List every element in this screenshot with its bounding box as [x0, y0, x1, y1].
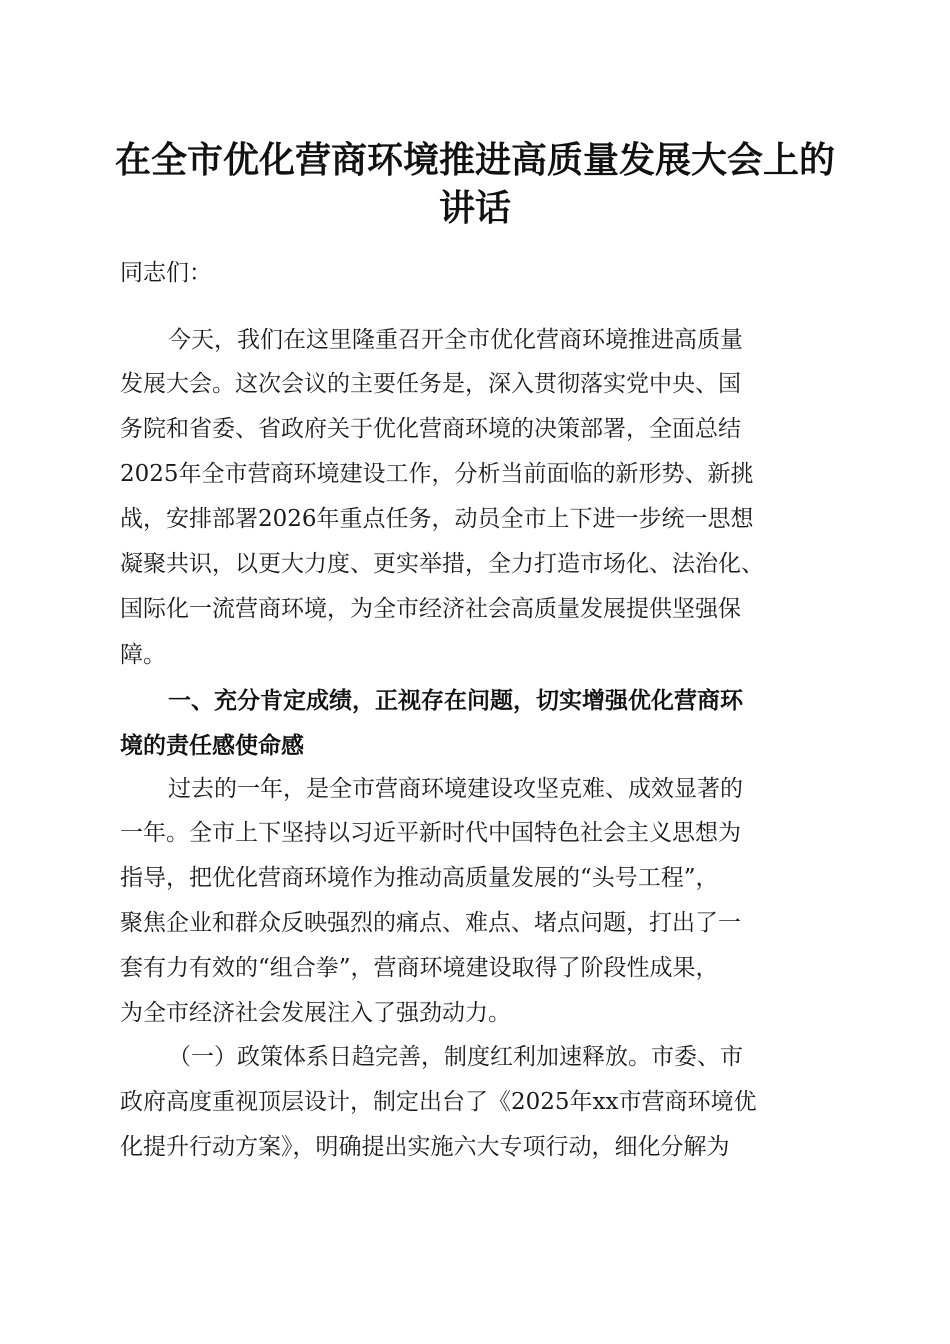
body-line: 一年。全市上下坚持以习近平新时代中国特色社会主义思想为 — [120, 820, 741, 846]
document-title-line-2: 讲话 — [438, 187, 511, 229]
body-line: 障。 — [120, 642, 166, 668]
body-line: 战，安排部署2026年重点任务，动员全市上下进一步统一思想 — [120, 506, 754, 532]
body-line: 国际化一流营商环境，为全市经济社会高质量发展提供坚强保 — [120, 596, 741, 622]
body-line: 今天，我们在这里隆重召开全市优化营商环境推进高质量 — [168, 327, 743, 353]
body-line: 过去的一年，是全市营商环境建设攻坚克难、成效显著的 — [168, 776, 743, 802]
salutation: 同志们： — [120, 260, 212, 286]
body-line: 为全市经济社会发展注入了强劲动力。 — [120, 1000, 511, 1026]
document-title-line-1: 在全市优化营商环境推进高质量发展大会上的 — [114, 139, 835, 181]
body-line: 套有力有效的“组合拳”，营商环境建设取得了阶段性成果， — [120, 955, 719, 981]
body-line: 化提升行动方案》，明确提出实施六大专项行动，细化分解为 — [120, 1134, 730, 1160]
body-line: 聚焦企业和群众反映强烈的痛点、难点、堵点问题，打出了一 — [120, 910, 741, 936]
section-heading-line-2: 境的责任感使命感 — [120, 733, 304, 759]
body-line: 发展大会。这次会议的主要任务是，深入贯彻落实党中央、国 — [120, 371, 741, 397]
body-line: 2025年全市营商环境建设工作，分析当前面临的新形势、新挑 — [120, 461, 754, 487]
section-heading-line-1: 一、充分肯定成绩，正视存在问题，切实增强优化营商环 — [168, 688, 743, 714]
body-line: 务院和省委、省政府关于优化营商环境的决策部署，全面总结 — [120, 416, 741, 442]
subsection-line: （一）政策体系日趋完善，制度红利加速释放。市委、市 — [168, 1044, 743, 1070]
body-line: 指导，把优化营商环境作为推动高质量发展的“头号工程”， — [120, 865, 719, 891]
body-line: 政府高度重视顶层设计，制定出台了《2025年xx市营商环境优 — [120, 1089, 757, 1115]
body-line: 凝聚共识，以更大力度、更实举措，全力打造市场化、法治化、 — [120, 551, 764, 577]
